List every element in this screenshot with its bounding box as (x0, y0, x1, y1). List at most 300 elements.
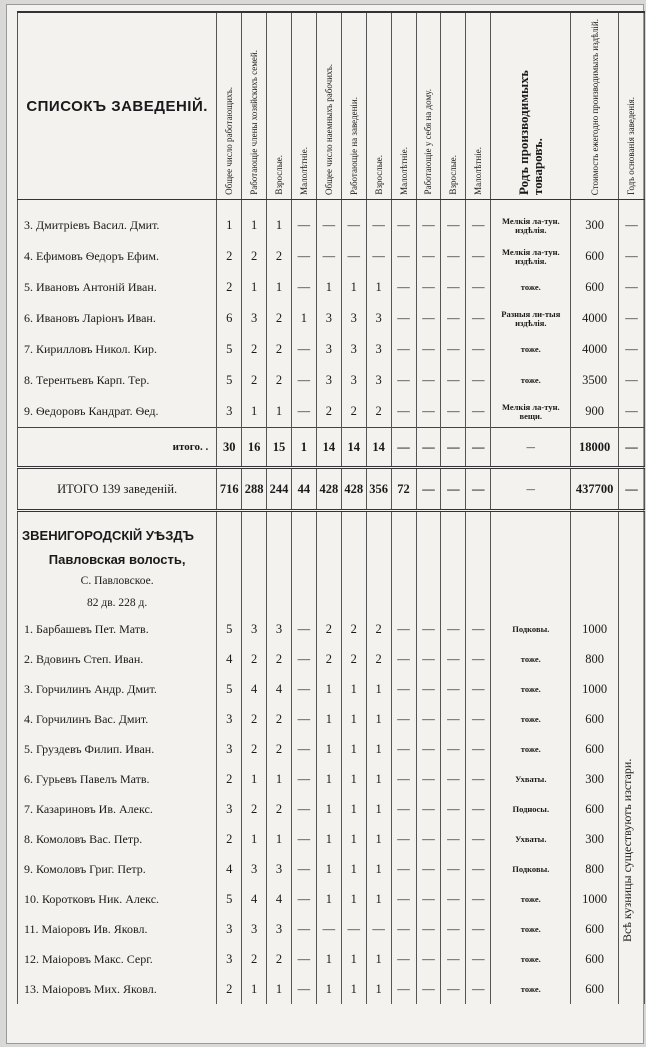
count-cell: — (391, 824, 416, 854)
count-cell: 1 (316, 794, 341, 824)
count-cell: 1 (341, 272, 366, 303)
count-cell: 5 (217, 365, 242, 396)
empty-cell (267, 511, 292, 549)
count-cell: 3 (267, 854, 292, 884)
count-cell: 1 (341, 854, 366, 884)
region-heading: 82 дв. 228 д. (18, 592, 217, 614)
col-header: Общее число наемныхъ рабочихъ. (316, 12, 341, 200)
count-cell: 2 (267, 644, 292, 674)
count-cell: — (416, 644, 441, 674)
cost-cell: 900 (571, 396, 619, 428)
count-cell: 14 (316, 428, 341, 468)
count-cell: — (416, 241, 441, 272)
count-cell: 356 (366, 468, 391, 511)
count-cell: — (391, 764, 416, 794)
empty-cell (416, 548, 441, 570)
establishment-name: 10. Коротковъ Ник. Алекс. (18, 884, 217, 914)
volost-row (18, 548, 645, 570)
empty-cell (466, 511, 491, 549)
empty-cell (416, 200, 441, 211)
count-cell: 1 (267, 764, 292, 794)
table-title: СПИСОКЪ ЗАВЕДЕНІЙ. (18, 12, 217, 200)
empty-cell (466, 592, 491, 614)
count-cell: 288 (242, 468, 267, 511)
count-cell: — (416, 674, 441, 704)
count-cell: — (466, 854, 491, 884)
cost-cell: 600 (571, 794, 619, 824)
empty-cell (441, 592, 466, 614)
cost-cell: 437700 (571, 468, 619, 511)
cost-cell: 3500 (571, 365, 619, 396)
count-cell: — (466, 914, 491, 944)
count-cell: 1 (341, 704, 366, 734)
trade-cell: Подносы. (491, 794, 571, 824)
count-cell: — (291, 854, 316, 884)
trade-cell: тоже. (491, 734, 571, 764)
trade-cell: тоже. (491, 884, 571, 914)
cost-cell: 18000 (571, 428, 619, 468)
count-cell: 6 (217, 303, 242, 334)
cost-cell: 800 (571, 854, 619, 884)
empty-cell (571, 200, 619, 211)
count-cell: 3 (267, 614, 292, 644)
count-cell: — (441, 914, 466, 944)
count-cell: 3 (217, 914, 242, 944)
col-header: Взрослые. (366, 12, 391, 200)
count-cell: 2 (217, 824, 242, 854)
count-cell: — (441, 644, 466, 674)
count-cell: — (291, 884, 316, 914)
count-cell: 1 (366, 794, 391, 824)
count-cell: 1 (267, 974, 292, 1004)
empty-cell (391, 511, 416, 549)
count-cell: 4 (267, 884, 292, 914)
year-cell: — (618, 334, 644, 365)
count-cell: — (466, 884, 491, 914)
count-cell: 1 (242, 396, 267, 428)
count-cell: 1 (267, 396, 292, 428)
col-header: Работающіе члены хозяйскихъ семей. (242, 12, 267, 200)
establishment-name: 13. Маіоровъ Мих. Яковл. (18, 974, 217, 1004)
count-cell: — (391, 334, 416, 365)
count-cell: — (441, 396, 466, 428)
trade-cell: тоже. (491, 914, 571, 944)
empty-cell (466, 570, 491, 592)
establishment-name: 3. Дмитріевъ Васил. Дмит. (18, 210, 217, 241)
count-cell: 1 (366, 704, 391, 734)
year-cell (618, 644, 644, 674)
count-cell: 4 (242, 674, 267, 704)
year-cell: — (618, 272, 644, 303)
cost-cell: 600 (571, 734, 619, 764)
count-cell: 1 (341, 794, 366, 824)
count-cell: — (291, 334, 316, 365)
count-cell: — (316, 210, 341, 241)
trade-cell: — (491, 468, 571, 511)
count-cell: 1 (242, 210, 267, 241)
count-cell: — (416, 764, 441, 794)
count-cell: 3 (242, 914, 267, 944)
count-cell: — (416, 614, 441, 644)
count-cell: 1 (242, 974, 267, 1004)
empty-cell (316, 200, 341, 211)
empty-cell (242, 200, 267, 211)
count-cell: — (466, 614, 491, 644)
empty-cell (571, 570, 619, 592)
count-cell: — (416, 428, 441, 468)
count-cell: — (416, 396, 441, 428)
count-cell: — (416, 854, 441, 884)
empty-cell (618, 200, 644, 211)
count-cell: 5 (217, 614, 242, 644)
empty-cell (242, 592, 267, 614)
count-cell: 1 (366, 974, 391, 1004)
table-row (18, 272, 645, 303)
count-cell: — (291, 824, 316, 854)
count-cell: 14 (366, 428, 391, 468)
empty-cell (291, 548, 316, 570)
count-cell: 2 (242, 944, 267, 974)
count-cell: 30 (217, 428, 242, 468)
count-cell: 428 (341, 468, 366, 511)
empty-cell (341, 548, 366, 570)
table-row (18, 914, 645, 944)
count-cell: 1 (316, 674, 341, 704)
count-cell: 2 (366, 396, 391, 428)
village-row (18, 570, 645, 592)
trade-cell: тоже. (491, 704, 571, 734)
count-cell: — (416, 884, 441, 914)
year-cell (618, 614, 644, 644)
establishment-name: 11. Маіоровъ Ив. Яковл. (18, 914, 217, 944)
establishment-name: 6. Ивановъ Ларіонъ Иван. (18, 303, 217, 334)
trade-cell: тоже. (491, 674, 571, 704)
table-row (18, 704, 645, 734)
count-cell: — (291, 272, 316, 303)
empty-cell (217, 548, 242, 570)
empty-cell (341, 200, 366, 211)
year-cell: — (618, 365, 644, 396)
count-cell: — (291, 614, 316, 644)
empty-cell (242, 570, 267, 592)
count-cell: — (441, 303, 466, 334)
count-cell: — (416, 334, 441, 365)
empty-cell (341, 592, 366, 614)
count-cell: — (416, 914, 441, 944)
cost-cell: 600 (571, 272, 619, 303)
count-cell: 72 (391, 468, 416, 511)
empty-cell (316, 592, 341, 614)
count-cell: — (291, 764, 316, 794)
count-cell: — (341, 914, 366, 944)
count-cell: — (291, 241, 316, 272)
count-cell: — (391, 210, 416, 241)
count-cell: 1 (366, 734, 391, 764)
households-row (18, 592, 645, 614)
cost-cell: 600 (571, 241, 619, 272)
count-cell: 2 (242, 704, 267, 734)
table-row (18, 334, 645, 365)
empty-cell (242, 511, 267, 549)
trade-cell: Разныя ли-тыя издѣлія. (491, 303, 571, 334)
empty-cell (391, 200, 416, 211)
empty-cell (416, 570, 441, 592)
empty-cell (366, 548, 391, 570)
count-cell: 1 (291, 303, 316, 334)
count-cell: — (391, 614, 416, 644)
table-row (18, 884, 645, 914)
region-heading: С. Павловское. (18, 570, 217, 592)
empty-cell (391, 548, 416, 570)
count-cell: 5 (217, 884, 242, 914)
count-cell: — (391, 428, 416, 468)
table-row (18, 396, 645, 428)
cost-cell: 800 (571, 644, 619, 674)
count-cell: 2 (242, 334, 267, 365)
count-cell: 5 (217, 334, 242, 365)
cost-cell: 300 (571, 824, 619, 854)
empty-cell (571, 511, 619, 549)
count-cell: — (416, 704, 441, 734)
count-cell: 1 (242, 824, 267, 854)
count-cell: — (466, 674, 491, 704)
empty-cell (571, 548, 619, 570)
count-cell: — (391, 854, 416, 884)
count-cell: — (441, 974, 466, 1004)
empty-cell (291, 511, 316, 549)
empty-cell (491, 200, 571, 211)
count-cell: 1 (341, 674, 366, 704)
count-cell: 1 (242, 764, 267, 794)
table-row (18, 365, 645, 396)
trade-cell: Мелкія ла-тун. издѣлія. (491, 241, 571, 272)
count-cell: — (441, 614, 466, 644)
count-cell: — (441, 734, 466, 764)
empty-cell (618, 548, 644, 570)
count-cell: 1 (341, 734, 366, 764)
year-cell (618, 674, 644, 704)
establishment-name: 12. Маіоровъ Макс. Серг. (18, 944, 217, 974)
year-cell: — (618, 241, 644, 272)
count-cell: 2 (316, 644, 341, 674)
empty-cell (618, 592, 644, 614)
empty-cell (618, 570, 644, 592)
count-cell: 3 (217, 944, 242, 974)
count-cell: 16 (242, 428, 267, 468)
empty-cell (291, 570, 316, 592)
count-cell: 2 (267, 365, 292, 396)
count-cell: — (291, 794, 316, 824)
count-cell: — (391, 674, 416, 704)
empty-cell (366, 592, 391, 614)
count-cell: 2 (242, 241, 267, 272)
count-cell: 1 (366, 944, 391, 974)
count-cell: 2 (242, 365, 267, 396)
count-cell: 1 (341, 824, 366, 854)
empty-cell (491, 511, 571, 549)
count-cell: — (441, 468, 466, 511)
establishment-name: ИТОГО 139 заведеній. (18, 468, 217, 511)
cost-cell: 300 (571, 764, 619, 794)
table-row (18, 854, 645, 884)
count-cell: — (291, 674, 316, 704)
count-cell: — (466, 396, 491, 428)
empty-cell (341, 511, 366, 549)
empty-cell (242, 548, 267, 570)
col-header: Работающіе у себя на дому. (416, 12, 441, 200)
empty-cell (291, 200, 316, 211)
cost-cell: 600 (571, 704, 619, 734)
count-cell: — (441, 794, 466, 824)
count-cell: 3 (316, 334, 341, 365)
count-cell: — (291, 365, 316, 396)
count-cell: — (441, 428, 466, 468)
count-cell: 1 (341, 974, 366, 1004)
count-cell: — (316, 914, 341, 944)
count-cell: 3 (316, 303, 341, 334)
count-cell: 2 (267, 794, 292, 824)
count-cell: — (466, 644, 491, 674)
count-cell: 5 (217, 674, 242, 704)
count-cell: — (466, 272, 491, 303)
cost-cell: 600 (571, 914, 619, 944)
count-cell: — (466, 428, 491, 468)
count-cell: — (441, 704, 466, 734)
col-header: Малолѣтніе. (466, 12, 491, 200)
count-cell: 3 (242, 854, 267, 884)
count-cell: 3 (217, 704, 242, 734)
table-row (18, 974, 645, 1004)
table-row (18, 824, 645, 854)
year-cell: — (618, 210, 644, 241)
count-cell: — (416, 210, 441, 241)
empty-cell (267, 592, 292, 614)
count-cell: — (466, 241, 491, 272)
count-cell: — (391, 396, 416, 428)
count-cell: — (391, 303, 416, 334)
count-cell: — (391, 914, 416, 944)
empty-cell (466, 548, 491, 570)
empty-cell (391, 570, 416, 592)
count-cell: 1 (366, 824, 391, 854)
count-cell: 2 (316, 396, 341, 428)
count-cell: — (466, 764, 491, 794)
count-cell: 1 (341, 764, 366, 794)
empty-cell (291, 592, 316, 614)
count-cell: — (341, 241, 366, 272)
count-cell: 3 (316, 365, 341, 396)
spacer-row (18, 200, 645, 211)
empty-cell (491, 592, 571, 614)
count-cell: — (291, 644, 316, 674)
count-cell: 3 (217, 794, 242, 824)
count-cell: 3 (366, 365, 391, 396)
year-cell: — (618, 428, 644, 468)
count-cell: 428 (316, 468, 341, 511)
empty-cell (618, 511, 644, 549)
count-cell: — (391, 365, 416, 396)
count-cell: 15 (267, 428, 292, 468)
count-cell: 1 (242, 272, 267, 303)
count-cell: 44 (291, 468, 316, 511)
col-header: Взрослые. (267, 12, 292, 200)
col-header: Общее число работающихъ. (217, 12, 242, 200)
count-cell: 2 (316, 614, 341, 644)
document-page (6, 4, 644, 1044)
count-cell: 2 (341, 396, 366, 428)
trade-cell: Ухваты. (491, 764, 571, 794)
year-note: Всѣ кузницы существуютъ изстари. (620, 758, 634, 942)
count-cell: — (441, 241, 466, 272)
count-cell: — (391, 794, 416, 824)
count-cell: 1 (316, 974, 341, 1004)
table-row (18, 614, 645, 644)
empty-cell (267, 548, 292, 570)
empty-cell (341, 570, 366, 592)
count-cell: — (366, 210, 391, 241)
trade-cell: тоже. (491, 944, 571, 974)
region-heading: Павловская волость, (18, 548, 217, 570)
count-cell: — (466, 365, 491, 396)
table-row (18, 764, 645, 794)
empty-cell (491, 570, 571, 592)
empty-cell (491, 548, 571, 570)
empty-cell (416, 592, 441, 614)
count-cell: — (416, 824, 441, 854)
count-cell: 1 (267, 824, 292, 854)
empty-cell (267, 570, 292, 592)
empty-cell (441, 200, 466, 211)
count-cell: 2 (267, 944, 292, 974)
trade-cell: тоже. (491, 334, 571, 365)
empty-cell (316, 548, 341, 570)
count-cell: 2 (217, 764, 242, 794)
empty-cell (267, 200, 292, 211)
count-cell: — (466, 974, 491, 1004)
cost-cell: 600 (571, 974, 619, 1004)
district-row (18, 511, 645, 549)
establishment-name: 8. Комоловъ Вас. Петр. (18, 824, 217, 854)
count-cell: 1 (341, 944, 366, 974)
region-heading: ЗВЕНИГОРОДСКІЙ УѢЗДЪ (18, 511, 217, 549)
count-cell: 3 (366, 334, 391, 365)
trade-cell: тоже. (491, 365, 571, 396)
trade-cell: Подковы. (491, 854, 571, 884)
spacer-cell (18, 200, 217, 211)
count-cell: — (291, 704, 316, 734)
count-cell: — (416, 365, 441, 396)
count-cell: 1 (316, 764, 341, 794)
count-cell: 1 (316, 734, 341, 764)
count-cell: 1 (316, 944, 341, 974)
count-cell: 1 (291, 428, 316, 468)
establishment-name: 5. Груздевъ Филип. Иван. (18, 734, 217, 764)
empty-cell (441, 511, 466, 549)
count-cell: 2 (267, 334, 292, 365)
count-cell: — (416, 944, 441, 974)
count-cell: 14 (341, 428, 366, 468)
empty-cell (217, 592, 242, 614)
count-cell: — (291, 210, 316, 241)
count-cell: — (441, 884, 466, 914)
count-cell: 2 (217, 272, 242, 303)
trade-cell: Мелкія ла-тун. издѣлія. (491, 210, 571, 241)
count-cell: — (416, 468, 441, 511)
empty-cell (366, 511, 391, 549)
count-cell: 1 (366, 272, 391, 303)
trade-cell: Ухваты. (491, 824, 571, 854)
count-cell: — (291, 974, 316, 1004)
